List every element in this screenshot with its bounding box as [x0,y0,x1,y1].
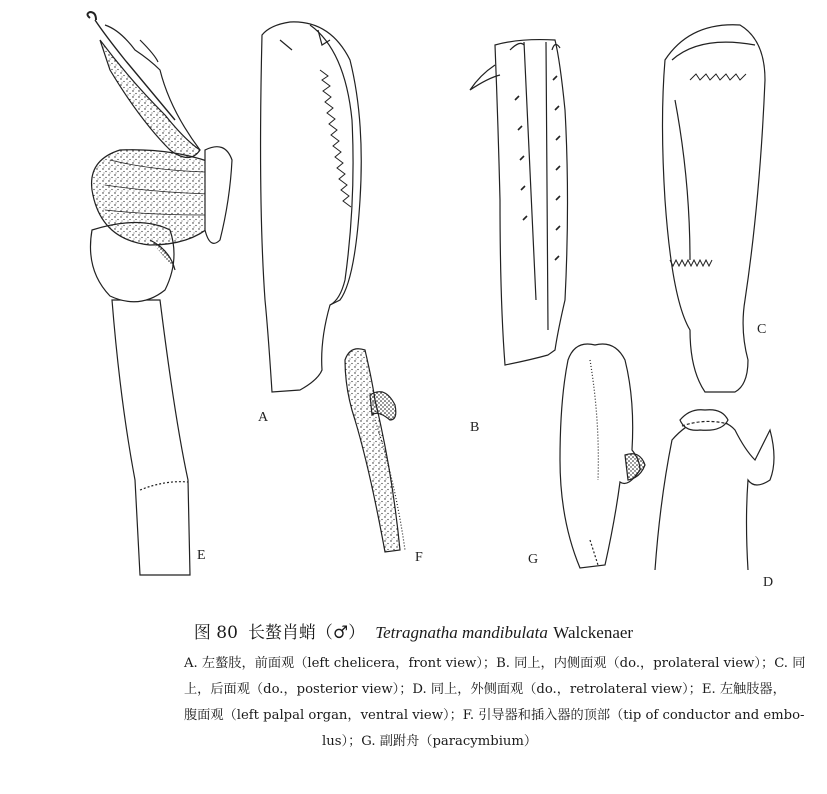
panel-g-drawing [560,344,645,568]
panel-e-drawing [88,12,233,575]
panel-b-drawing [470,40,568,365]
caption-line-1: A. 左螯肢，前面观（left chelicera，front view）；B. 同上，内侧面观（do.，prolateral view）；C. 同 [184,656,806,671]
figure-number: 图 80 [193,623,238,643]
panel-label-e: E [197,548,206,563]
panel-label-g: G [528,552,539,567]
panel-label-d: D [763,575,774,590]
panel-a-drawing [261,22,362,392]
species-author: Walckenaer [553,623,634,642]
caption-line-4: lus）；G. 副跗舟（paracymbium） [322,734,538,749]
species-name: Tetragnatha mandibulata [375,623,548,642]
figure-caption-title [0,618,827,643]
caption-line-2: 上，后面观（do.，posterior view）；D. 同上，外侧面观（do.，retrolateral view）；E. 左触肢器， [184,682,786,697]
panel-d-drawing [655,410,774,570]
chinese-species-name: 长螯肖蛸（♂） [247,623,366,643]
panel-label-b: B [470,420,480,435]
caption-line-3: 腹面观（left palpal organ，ventral view）；F. 引导器和插入器的顶部（tip of conductor and embo- [184,708,805,723]
panel-label-a: A [258,410,269,425]
panel-label-f: F [415,550,423,565]
panel-c-drawing [663,25,766,392]
panel-label-c: C [757,322,767,337]
panel-f-drawing [345,349,405,552]
